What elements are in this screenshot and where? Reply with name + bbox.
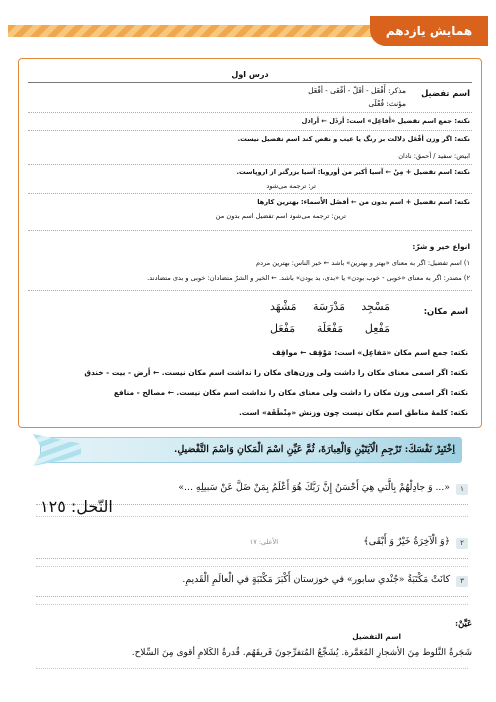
khair-sharr-item-2: ۲) مصدر: اگر به معنای «خوبی - خوب بودن» یا «بدی، بد بودن» باشد. ← الخیر و الشرّ متضادان: خوبی و بدی متضادند.	[147, 274, 470, 282]
tafzil-example-aib: ابیض: سفید / أحمق: نادان	[398, 152, 470, 160]
lesson-title: درس اول	[231, 70, 269, 79]
tafzil-nokte-4-sub: ترین: ترجمه می‌شود اسم تفضیل اسم بدون من	[215, 212, 346, 220]
header-title: همایش یازدهم	[370, 16, 488, 46]
makan-nokte-4: نکته: کلمهٔ مناطق اسم مکان نیست چون وزنش «مِنْطَقَة» است.	[238, 408, 468, 417]
makan-pattern-1: مَفْعِل	[364, 322, 390, 335]
tafzil-muannas: مؤنث: فُعْلَی	[368, 99, 406, 108]
question-text: ﴿وَ الْآخِرَةُ خَيْرٌ وَ أَبْقَى﴾	[363, 536, 450, 547]
tafzil-muzakkar: مذکر: أَفْعَل - أفَلّ - أفْعَی - أفْعَل	[308, 86, 406, 95]
question-number: ۲	[456, 538, 468, 549]
question-2-ref: الأعلی: ١٧	[249, 538, 278, 546]
tafzil-nokte-3: نکته: اسم تفضیل + مِنْ ← آسیا أکبر من أوروبا: آسیا بزرگتر از اروپاست.	[236, 168, 470, 176]
makan-label: اسم مکان:	[423, 306, 468, 316]
question-2	[36, 532, 468, 559]
makan-example-2: مَدْرَسَة	[312, 300, 346, 313]
makan-examples-row	[270, 300, 390, 313]
makan-nokte-3: نکته: اگر اسمی وزن مکان را داشت ولی معنای مکان را نداشت اسم مکان نیست. ← مصالح - منافع	[113, 388, 468, 397]
header-banner	[8, 14, 488, 48]
makan-nokte-2: نکته: اگر اسمی معنای مکان را داشت ولی وزن‌های مکان را نداشت اسم مکان نیست. ← أرض - بیت - خندق	[84, 368, 468, 377]
exercise-header	[40, 437, 462, 463]
makan-nokte-1: نکته: جمع اسم مکان «مَفاعِل» است: مَوْقِف ← مواقِف	[272, 348, 468, 357]
question-1-ref: النّحل: ١٢٥	[40, 497, 113, 516]
question-text: «... وَ جادِلْهُمْ بِالَّتي هِيَ أَحْسَنُ إِنَّ رَبَّكَ هُوَ أَعْلَمُ بِمَنْ ضَلَّ عَنْ سَبيلِهِ ...»	[178, 482, 450, 493]
makan-example-3: مَشْهَد	[270, 300, 297, 313]
khair-sharr-item-1: ۱) اسم تفضیل: اگر به معنای «بهتر و بهترین» باشد ← خیر الناس: بهترین مردم	[256, 259, 470, 267]
tafzil-nokte-4: نکته: اسم تفضیل + اسم بدون من ← أفضَل الأَسماء: بهترین کارها	[257, 198, 470, 206]
makan-example-1: مَسْجِد	[361, 300, 390, 313]
makan-patterns-row	[270, 322, 390, 335]
decorative-stripe	[8, 25, 408, 37]
tafzil-nokte-1: نکته: جمع اسم تفضیل «أفاعِل» است: أرذَل ← أراذل	[301, 117, 470, 125]
tafzil-label: اسم تفضیل	[421, 88, 470, 98]
ayn-text: شَجَرةُ النَّلوط مِنَ الأشجارِ المُعَمَّرة. يُشَجِّعُ المُتفرِّجونَ فَريقَهُم. قُدرةُ الكَلامِ أقوى مِنَ السِّلاح.	[131, 648, 472, 658]
makan-pattern-2: مَفْعَلَة	[316, 322, 344, 335]
makan-pattern-3: مَفْعَل	[270, 322, 296, 335]
question-3	[36, 570, 468, 597]
question-number: ۳	[456, 576, 468, 587]
khair-sharr-title: انواع خیر و شرّ:	[412, 242, 470, 251]
tafzil-nokte-3-sub: تر: ترجمه می‌شود	[266, 182, 316, 190]
ribbon-decoration	[33, 434, 81, 466]
question-text: كانَتْ مَكْتَبَةُ «جُنْدي سابور» في خوزستان أَكْبَرَ مَكْتَبَةٍ في الْعالَمِ الْقَديمِ.	[182, 574, 450, 585]
ayn-label: عَيِّنْ:	[455, 618, 472, 628]
title-rule	[28, 82, 472, 83]
question-number: ۱	[456, 484, 468, 495]
tafzil-nokte-2: نکته: اگر وزن أفْعَل دلالت بر رنگ یا عیب و نقص کند اسم تفضیل نیست.	[237, 135, 470, 143]
exercise-title: اِخْتَبِرْ نَفْسَكَ: تَرْجِمِ الْآيَتَيْنِ وَالْعِبارَةَ، ثُمَّ عَيِّنِ اسْمَ الْمَكانِ وَاسْمَ التَّفْضيلِ.	[174, 444, 455, 455]
ayn-sub-label: اسم التفضیل	[352, 632, 401, 641]
